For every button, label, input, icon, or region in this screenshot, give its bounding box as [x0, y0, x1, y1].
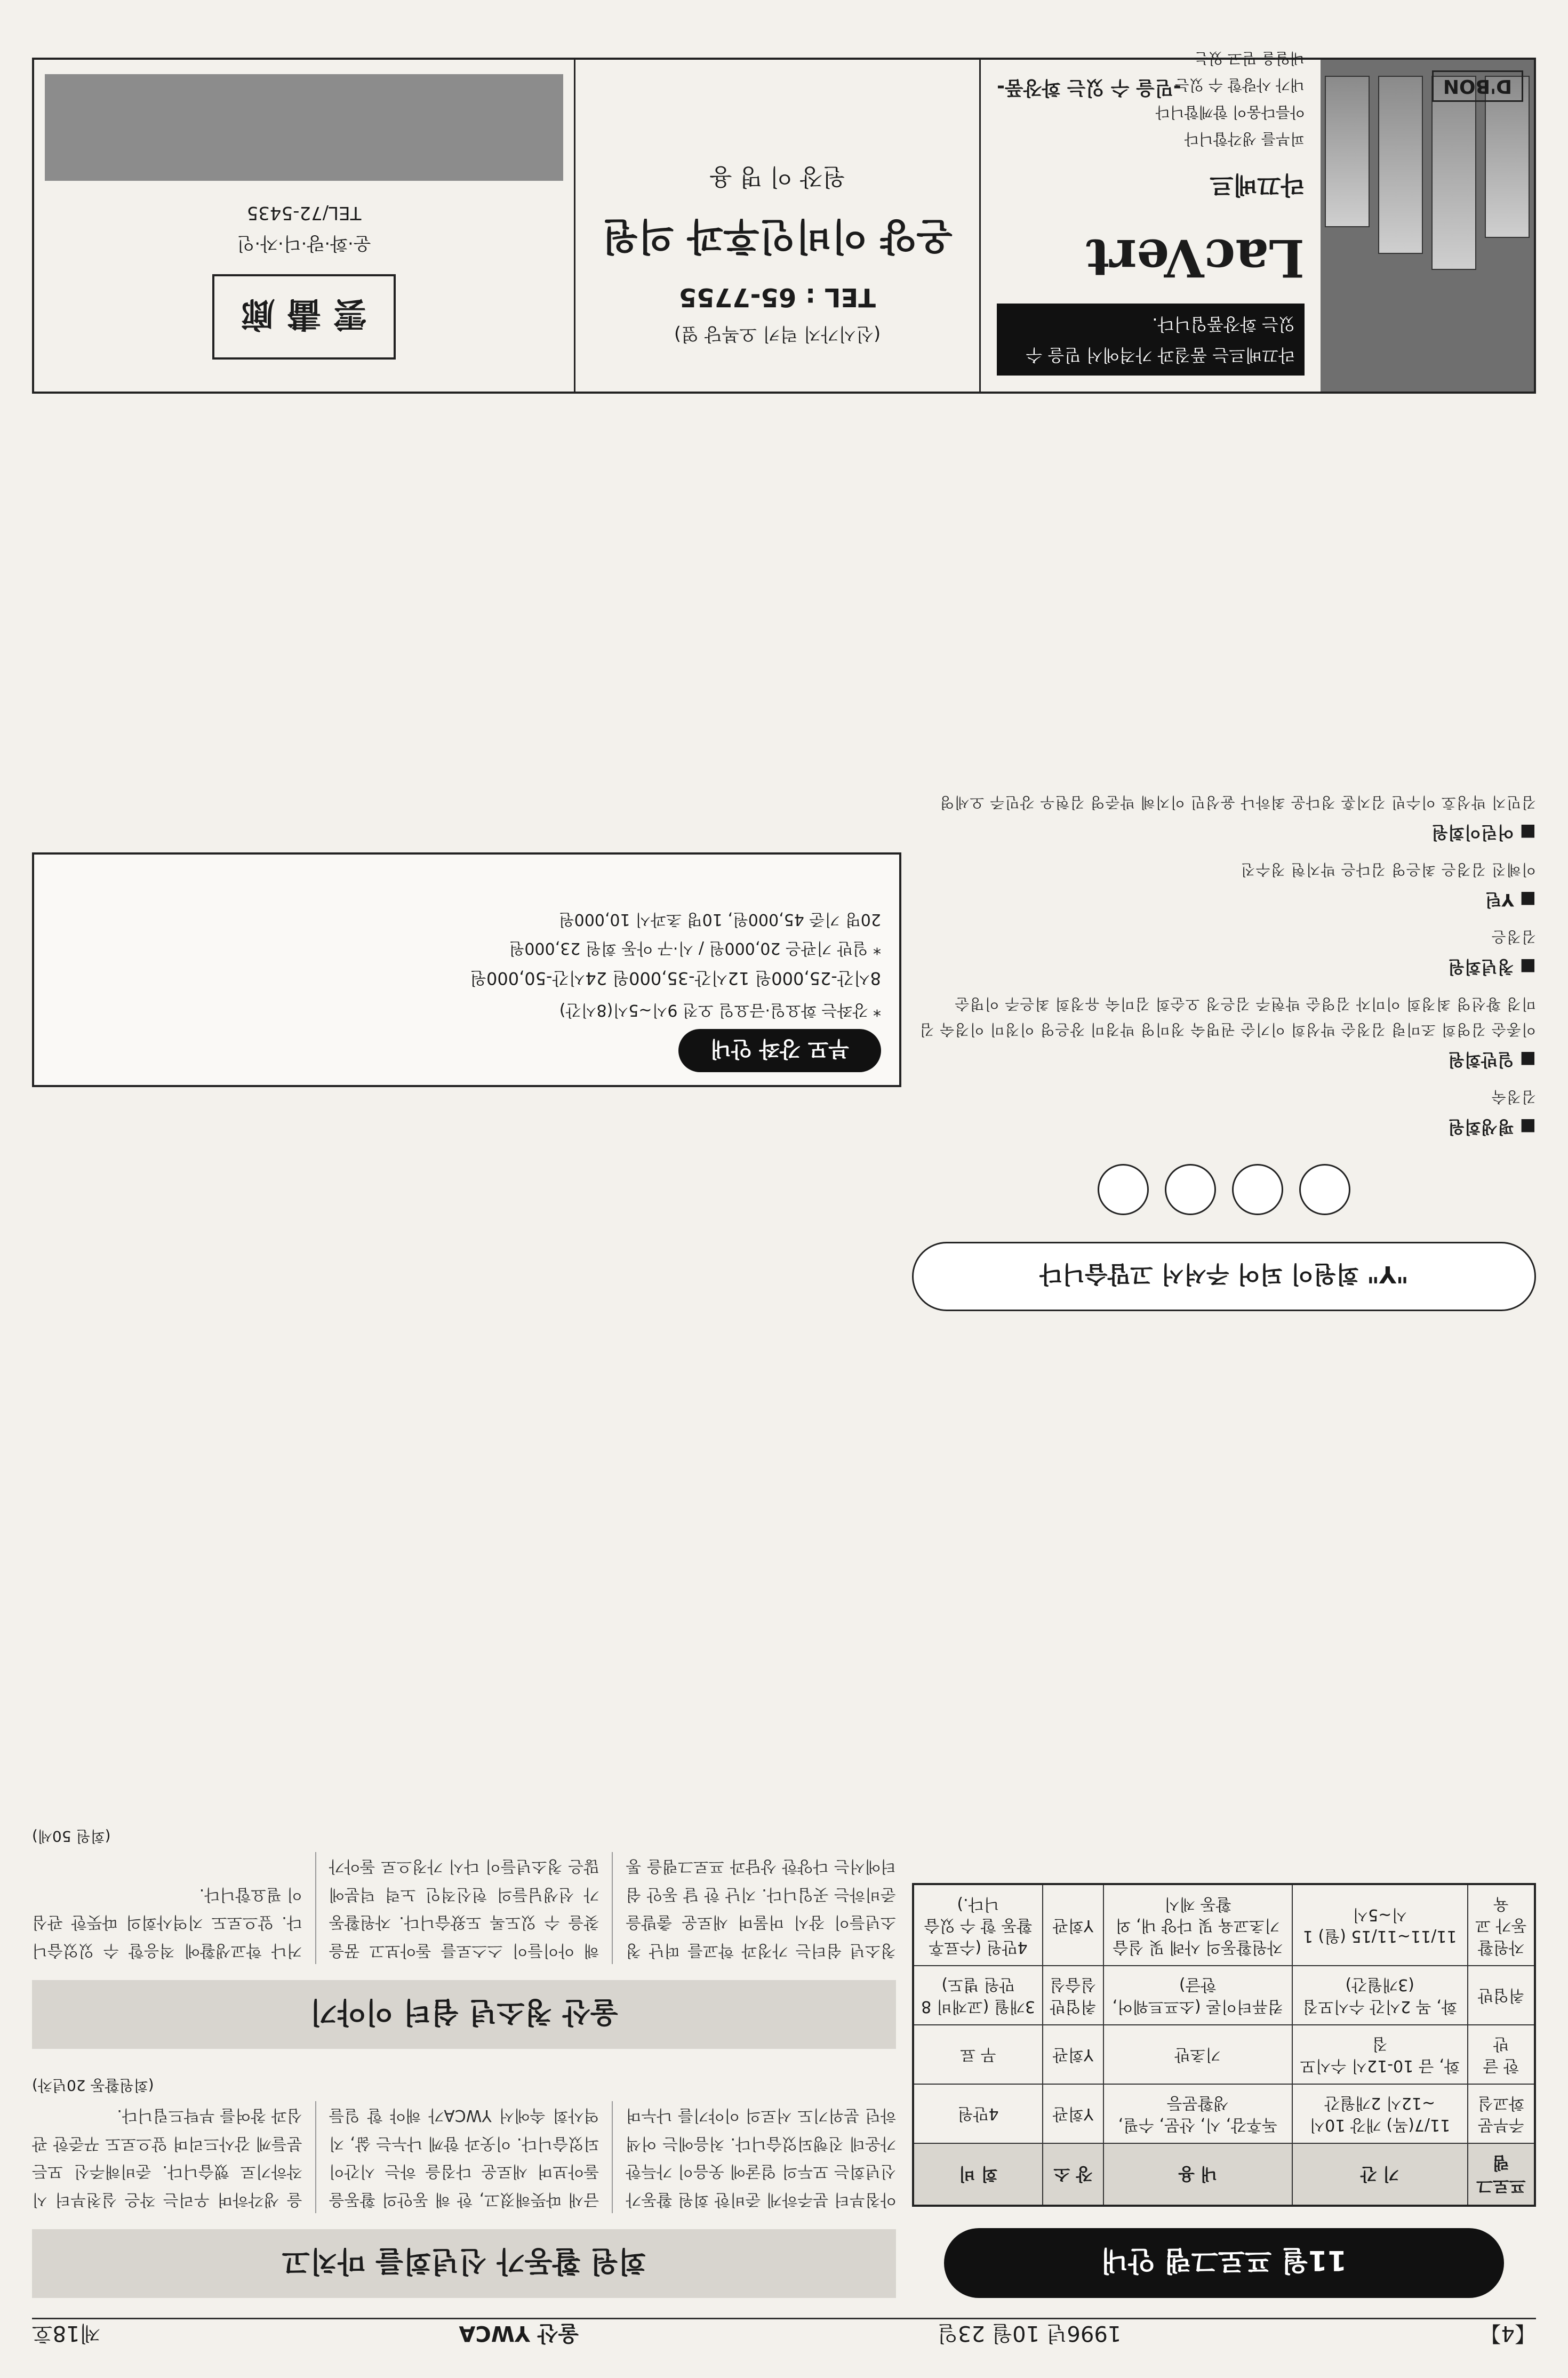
table-row [913, 2025, 1535, 2084]
table-cell: 11/11~11/15 (월) 1시~5시 [1292, 1884, 1468, 1966]
notice-title: 부모 강좌 안내 [678, 1029, 881, 1072]
article-body: 청소년 쉼터는 가정과 학교를 떠난 청소년들이 잠시 머물며 새로운 출발을 준비하는 곳입니다. 지난 한 달 동안 쉼터에서는 다양한 상담과 프로그램을 통해 아이들이 스스로를 돌아보고 꿈을 찾을 수 있도록 도왔습니다. 자원활동가 선생님들의 헌신적인 노력 덕분에 많은 청소년들이 다시 가정으로 돌아가거나 학교생활에 적응할 수 있었습니다. 앞으로도 지역사회의 따뜻한 관심이 필요합니다. [32, 1857, 896, 1960]
table-cell: Y회관 [1043, 1884, 1103, 1966]
member-names: 김정은 [1491, 928, 1536, 946]
article [32, 2076, 896, 2298]
article-byline: (회원 50세) [32, 1828, 111, 1845]
member-group [912, 924, 1536, 981]
table-cell: 자원활동의 사례 및 실습 기초교육 및 다양 내, 외 활동 제시 [1103, 1884, 1292, 1966]
member-names: 이종순 김영희 조미령 김정순 박성희 이기순 권명숙 정미영 박경미 장은영 이정미 이경숙 김미경 황선영 최정희 이미자 김영순 박현주 김은정 오순희 김미숙 유정희 최은주 이명순 [919, 995, 1536, 1039]
column-header: 내 용 [1103, 2143, 1292, 2206]
table-cell: 4만원 [913, 2084, 1043, 2143]
table-cell: 3개월 (교재비 8만원 별도) [913, 1966, 1043, 2025]
table-cell: Y회관 [1043, 2025, 1103, 2084]
maker-logo: D'BON [1432, 70, 1523, 102]
table-cell: 무 료 [913, 2025, 1043, 2084]
table-row [913, 2084, 1535, 2143]
lacvert-copy-line: 내일을 믿고 있는 [1194, 50, 1305, 68]
mascot-icon [1098, 1164, 1149, 1215]
member-names: 이혜진 김경은 최은영 김다은 박지현 정수진 [1240, 861, 1536, 879]
table-cell: Y회관 [1043, 2084, 1103, 2143]
member-group-head: ■ 청년회원 [1447, 957, 1536, 978]
product-photo [1321, 60, 1534, 392]
mascot-illustration [912, 1151, 1536, 1231]
notice-line: 20명 기준 45,000원, 10명 초과시 10,000원 [558, 910, 881, 929]
article-title: 회원 활동가 신년회를 마치고 [32, 2229, 896, 2298]
table-header-row [913, 2143, 1535, 2206]
member-group-head: ■ Y틴 [1485, 890, 1536, 911]
member-group-head: ■ 어린이회원 [1431, 823, 1536, 843]
column-header: 장 소 [1043, 2143, 1103, 2206]
mascot-icon [1299, 1164, 1350, 1215]
studio-ad [34, 60, 574, 392]
folio-paper: 울산 YWCA [459, 2321, 579, 2346]
clinic-doctor: 원장 이 명 용 [709, 163, 845, 190]
member-names: 김민지 박성호 이수빈 김지훈 정다운 최하나 윤성민 이지혜 박준영 김현우 강민주 오세영 [939, 794, 1536, 812]
notice-line: * 일반 기관은 20,000원 / 시·구 아동 회원 23,000원 [509, 939, 881, 957]
studio-photo [45, 74, 563, 181]
lacvert-copy-line: 내가 사랑할 수 있는 [1174, 76, 1305, 94]
program-table [912, 1883, 1536, 2207]
lacvert-copy [981, 50, 1321, 392]
notice-line: * 강좌는 화요일·금요일 오전 9시~5시(8시간) [559, 1001, 881, 1019]
lacvert-copy-line: 아름다움이 함께합니다 [1155, 103, 1305, 121]
mascot-icon [1232, 1164, 1283, 1215]
table-cell: 기초반 [1103, 2025, 1292, 2084]
table-cell: 화, 금 10-12시 수시모집 [1292, 2025, 1468, 2084]
folio-line [32, 2318, 1536, 2351]
table-cell: 한 글 반 [1468, 2025, 1535, 2084]
folio-page: 【4】 [1479, 2321, 1536, 2346]
member-section [912, 410, 1536, 1311]
studio-tel: TEL/72-5435 [246, 202, 362, 224]
bottle-icon [1431, 76, 1476, 270]
column-header: 회 비 [913, 2143, 1043, 2206]
bottle-icon [1378, 76, 1423, 254]
table-row [913, 1884, 1535, 1966]
member-group [912, 857, 1536, 914]
notice-box [32, 852, 901, 1087]
article [32, 1826, 896, 2049]
table-cell: 주부문화교실 [1468, 2084, 1535, 2143]
member-names: 김정숙 [1491, 1088, 1536, 1106]
table-cell: 화, 목 2시간 수시모집 (3개월간) [1292, 1966, 1468, 2025]
table-cell: 독후감, 시, 산문, 수필, 생활문등 [1103, 2084, 1292, 2143]
column-header: 프로그램 [1468, 2143, 1535, 2206]
mascot-icon [1165, 1164, 1216, 1215]
folio-date: 1996년 10월 23일 [937, 2321, 1122, 2346]
lacvert-copy-line: 피부를 생각합니다 [1184, 130, 1305, 148]
table-cell: 컴퓨터이론 (소프트웨어, 한글) [1103, 1966, 1292, 2025]
article-byline: (회원활동 20년차) [32, 2077, 154, 2094]
studio-tagline: 운·화·랑·디·자·인 [237, 233, 371, 254]
lacvert-brand: LacVert [1086, 227, 1305, 288]
table-cell: 취업반 실습실 [1043, 1966, 1103, 2025]
lacvert-ad [979, 50, 1534, 392]
studio-name: 雲 畵 廊 [212, 274, 396, 360]
bottle-icon [1325, 76, 1370, 227]
program-banner: 11월 프로그램 안내 [944, 2228, 1504, 2298]
clinic-name: 온양 이비인후과 의원 [602, 214, 953, 258]
member-group [912, 789, 1536, 847]
lacvert-slogan: -믿을 수 있는 화장품- [997, 77, 1181, 99]
table-cell: 11/7(목) 개강 10시~12시 2개월간 [1292, 2084, 1468, 2143]
program-section [912, 1327, 1536, 2298]
clinic-tel: TEL : 65-7755 [678, 282, 876, 312]
lacvert-tagline: 라끄베르는 품질과 가격에서 믿을 수 있는 화장품입니다. [997, 304, 1305, 376]
folio-issue: 제18호 [32, 2321, 101, 2346]
lacvert-brand-kr: 라끄베르 [1210, 171, 1305, 200]
member-banner: "Y" 회원이 되어 주셔서 고맙습니다 [912, 1242, 1536, 1311]
member-group-head: ■ 평생회원 [1447, 1117, 1536, 1137]
article-body: 아침부터 분주하게 준비한 회원 활동가 신년회는 모두의 얼굴에 웃음이 가득한 가운데 진행되었습니다. 처음에는 어색하던 분위기도 서로의 이야기를 나누며 금새 따뜻해졌고, 한 해 동안의 활동을 돌아보며 새로운 다짐을 하는 시간이 되었습니다. 이웃과 함께 나누는 삶, 지역사회 속에서 YWCA가 해야 할 일들을 생각하며 우리는 작은 실천부터 시작하기로 했습니다. 준비해주신 모든 분들께 감사드리며 앞으로도 꾸준한 관심과 참여를 부탁드립니다. [32, 2106, 896, 2209]
clinic-ad [574, 60, 979, 392]
column-header: 기 간 [1292, 2143, 1468, 2206]
member-group [912, 1084, 1536, 1142]
table-row [913, 1966, 1535, 2025]
member-group-head: ■ 일반회원 [1447, 1050, 1536, 1071]
clinic-address: (신시가지 럭키 오복당 옆) [674, 323, 881, 345]
table-cell: 4만원 (수료후 활동 할 수 있습니다.) [913, 1884, 1043, 1966]
table-cell: 취업반 [1468, 1966, 1535, 2025]
article-title: 울산 청소년 쉼터 이야기 [32, 1980, 896, 2049]
member-group [912, 991, 1536, 1074]
notice-fee-line: 8시간-25,000원 12시간-35,000원 24시간-50,000원 [470, 968, 881, 988]
table-cell: 자원활동가 교육 [1468, 1884, 1535, 1966]
advertisement-row [32, 50, 1536, 394]
